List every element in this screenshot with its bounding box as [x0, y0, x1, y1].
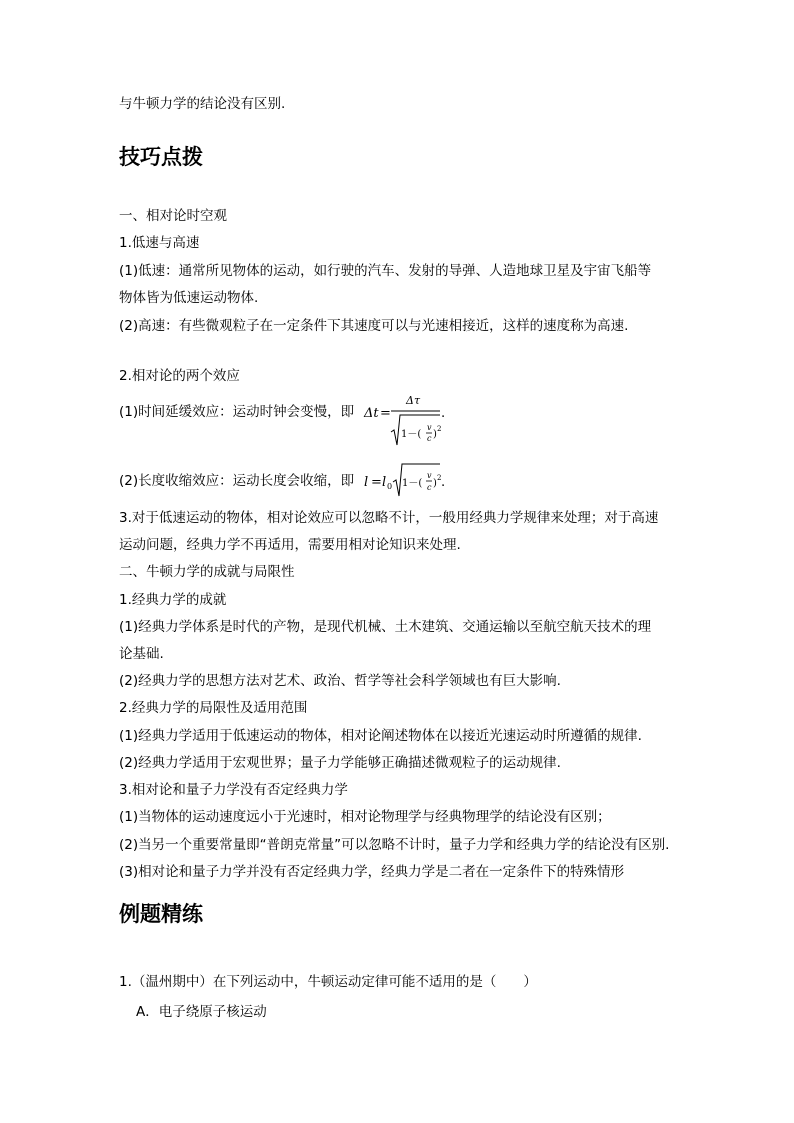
radicand-pre: 1－(	[402, 478, 423, 489]
question-1-option-a: A．电子绕原子核运动	[136, 1004, 267, 1020]
text-line: (2)经典力学的思想方法对艺术、政治、哲学等社会科学领域也有巨大影响.	[119, 673, 561, 689]
text-line: (1)经典力学体系是时代的产物，是现代机械、土木建筑、交通运输以至航空航天技术的理	[119, 619, 652, 635]
formula-intro: (2)长度收缩效应：运动长度会收缩，即	[119, 473, 355, 489]
radicand-exp: 2	[437, 425, 442, 433]
radicand-exp: 2	[437, 474, 442, 482]
formula-end: .	[441, 475, 446, 490]
text-line: 论基础.	[119, 646, 164, 662]
formula-numerator: Δτ	[406, 394, 421, 407]
text-line-time-dilation	[119, 404, 354, 420]
radicand-post: )	[433, 429, 437, 440]
text-line: (3)相对论和量子力学并没有否定经典力学，经典力学是二者在一定条件下的特殊情形	[119, 864, 625, 880]
text-line: 与牛顿力学的结论没有区别.	[119, 96, 286, 112]
section-heading-examples: 例题精练	[119, 902, 203, 926]
radicand-post: )	[433, 478, 437, 489]
formula-time-dilation	[360, 390, 450, 454]
text-line: 1.经典力学的成就	[119, 592, 227, 608]
formula-end: .	[441, 406, 446, 421]
formula-l0: l	[382, 475, 387, 490]
radicand-v: v	[427, 423, 432, 432]
formula-eq: =	[380, 406, 391, 421]
formula-eq: =	[371, 475, 382, 490]
text-line: 一、相对论时空观	[119, 208, 227, 224]
section-heading-tips: 技巧点拨	[119, 145, 203, 169]
text-line: (2)当另一个重要常量即“普朗克常量”可以忽略不计时，量子力学和经典力学的结论没有区别.	[119, 837, 670, 853]
radicand-pre: 1－(	[401, 429, 422, 440]
text-line: (1)低速：通常所见物体的运动，如行驶的汽车、发射的导弹、人造地球卫星及宇宙飞船等	[119, 263, 652, 279]
text-line: (2)经典力学适用于宏观世界；量子力学能够正确描述微观粒子的运动规律.	[119, 755, 561, 771]
formula-lhs: Δt	[364, 406, 379, 421]
question-1: 1.（温州期中）在下列运动中，牛顿运动定律可能不适用的是（ ）	[119, 974, 537, 990]
text-line: 物体皆为低速运动物体.	[119, 290, 259, 306]
formula-intro: (1)时间延缓效应：运动时钟会变慢，即	[119, 404, 355, 420]
text-line: 3.对于低速运动的物体，相对论效应可以忽略不计，一般用经典力学规律来处理；对于高速	[119, 510, 659, 526]
text-line: 1.低速与高速	[119, 235, 200, 251]
text-line: 2.相对论的两个效应	[119, 368, 240, 384]
text-line: 二、牛顿力学的成就与局限性	[119, 564, 295, 580]
text-line: 运动问题，经典力学不再适用，需要用相对论知识来处理.	[119, 537, 461, 553]
text-line: 2.经典力学的局限性及适用范围	[119, 700, 308, 716]
text-line: (1)当物体的运动速度远小于光速时，相对论物理学与经典物理学的结论没有区别；	[119, 809, 611, 825]
formula-time-dilation-svg	[360, 390, 450, 450]
text-line-length-contraction	[119, 473, 354, 489]
text-line: 3.相对论和量子力学没有否定经典力学	[119, 782, 348, 798]
radicand-v: v	[427, 471, 432, 480]
text-line: (2)高速：有些微观粒子在一定条件下其速度可以与光速相接近，这样的速度称为高速.	[119, 318, 629, 334]
formula-sub0: 0	[387, 482, 393, 491]
formula-lhs: l	[364, 475, 369, 490]
text-line: (1)经典力学适用于低速运动的物体，相对论阐述物体在以接近光速运动时所遵循的规律.	[119, 728, 642, 744]
formula-length-contraction-svg	[360, 460, 450, 502]
radicand-c: c	[427, 483, 432, 492]
formula-length-contraction	[360, 460, 450, 506]
radicand-c: c	[427, 434, 432, 443]
